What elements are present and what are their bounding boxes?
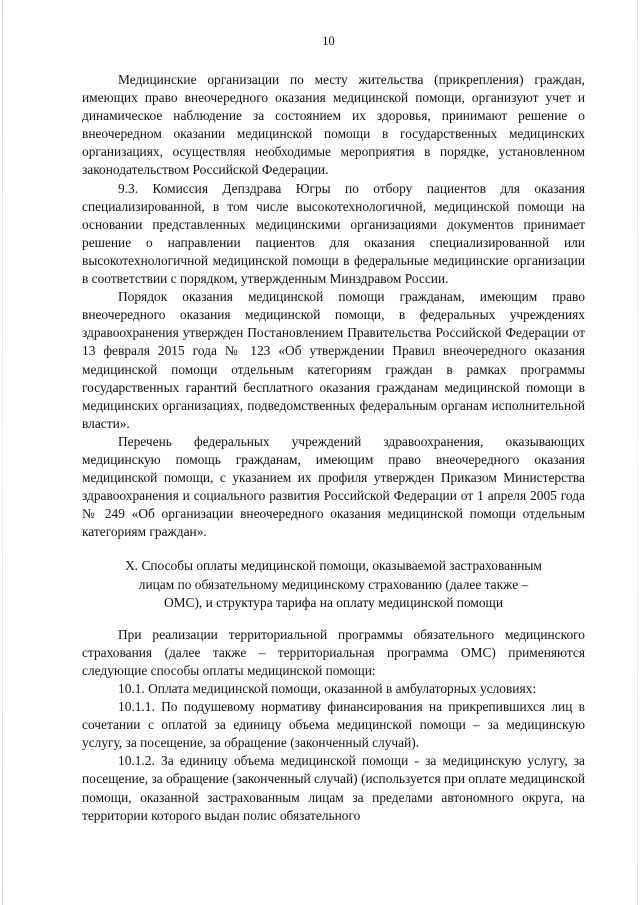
page-number: 10	[322, 34, 335, 48]
paragraph-10-1-1: 10.1.1. По подушевому нормативу финансирования на прикрепившихся лиц в сочетании с оплатой за единицу объема медицинской помощи – за медицинскую услугу, за посещение, за обращение (законченный случай).	[82, 699, 585, 751]
paragraph-federal-list: Перечень федеральных учреждений здравоохранения, оказывающих медицинскую помощь гражданам, имеющим право внеочередного оказания медицинской помощи, с указанием их профиля утвержден Приказом Министерства здравоохранения и социального развития Российской Федерации от 1 апреля 2005 года № 249 «Об организации внеочередного оказания медицинской помощи отдельным категориям граждан».	[82, 433, 585, 540]
paragraph-payment-methods: При реализации территориальной программы обязательного медицинского страхования (далее также – территориальная программа ОМС) применяются следующие способы оплаты медицинской помощи:	[82, 626, 585, 678]
scan-edge-left	[2, 0, 3, 905]
paragraph-10-1: 10.1. Оплата медицинской помощи, оказанной в амбулаторных условиях:	[118, 681, 537, 696]
paragraph-medical-organizations: Медицинские организации по месту жительства (прикрепления) граждан, имеющих право внеочередного оказания медицинской помощи, организуют учет и динамическое наблюдение за состоянием их здоровья, принимают решение о внеочередном оказании медицинской помощи в государственных медицинских организациях, осуществляя необходимые мероприятия в порядке, установленном законодательством Российской Федерации.	[82, 72, 585, 178]
section-heading-x: X. Способы оплаты медицинской помощи, оказываемой застрахованным лицам по обязательному медицинскому страхованию (далее также – ОМС), и структура тарифа на оплату медицинской помощи	[125, 558, 542, 610]
paragraph-10-1-2: 10.1.2. За единицу объема медицинской помощи - за медицинскую услугу, за посещение, за обращение (законченный случай) (используется при оплате медицинской помощи, оказанной застрахованным лицам за пределами автономного округа, на территории которого выдан полис обязательного	[82, 753, 585, 823]
scan-edge-right	[637, 0, 638, 905]
paragraph-9-3-commission: 9.3. Комиссия Депздрава Югры по отбору пациентов для оказания специализированной, в том числе высокотехнологичной, медицинской помощи на основании представленных медицинскими организациями документов принимает решение о направлении пациентов для оказания специализированной или высокотехнологичной медицинской помощи в федеральные медицинские организации в соответствии с порядком, утвержденным Минздравом России.	[82, 180, 585, 287]
paragraph-federal-order: Порядок оказания медицинской помощи гражданам, имеющим право внеочередного оказания медицинской помощи, в федеральных учреждениях здравоохранения утвержден Постановлением Правительства Российской Федерации от 13 февраля 2015 года № 123 «Об утверждении Правил внеочередного оказания медицинской помощи отдельным категориям граждан в рамках программы государственных гарантий бесплатного оказания гражданам медицинской помощи в медицинских организациях, подведомственных федеральным органам исполнительной власти».	[82, 289, 585, 431]
